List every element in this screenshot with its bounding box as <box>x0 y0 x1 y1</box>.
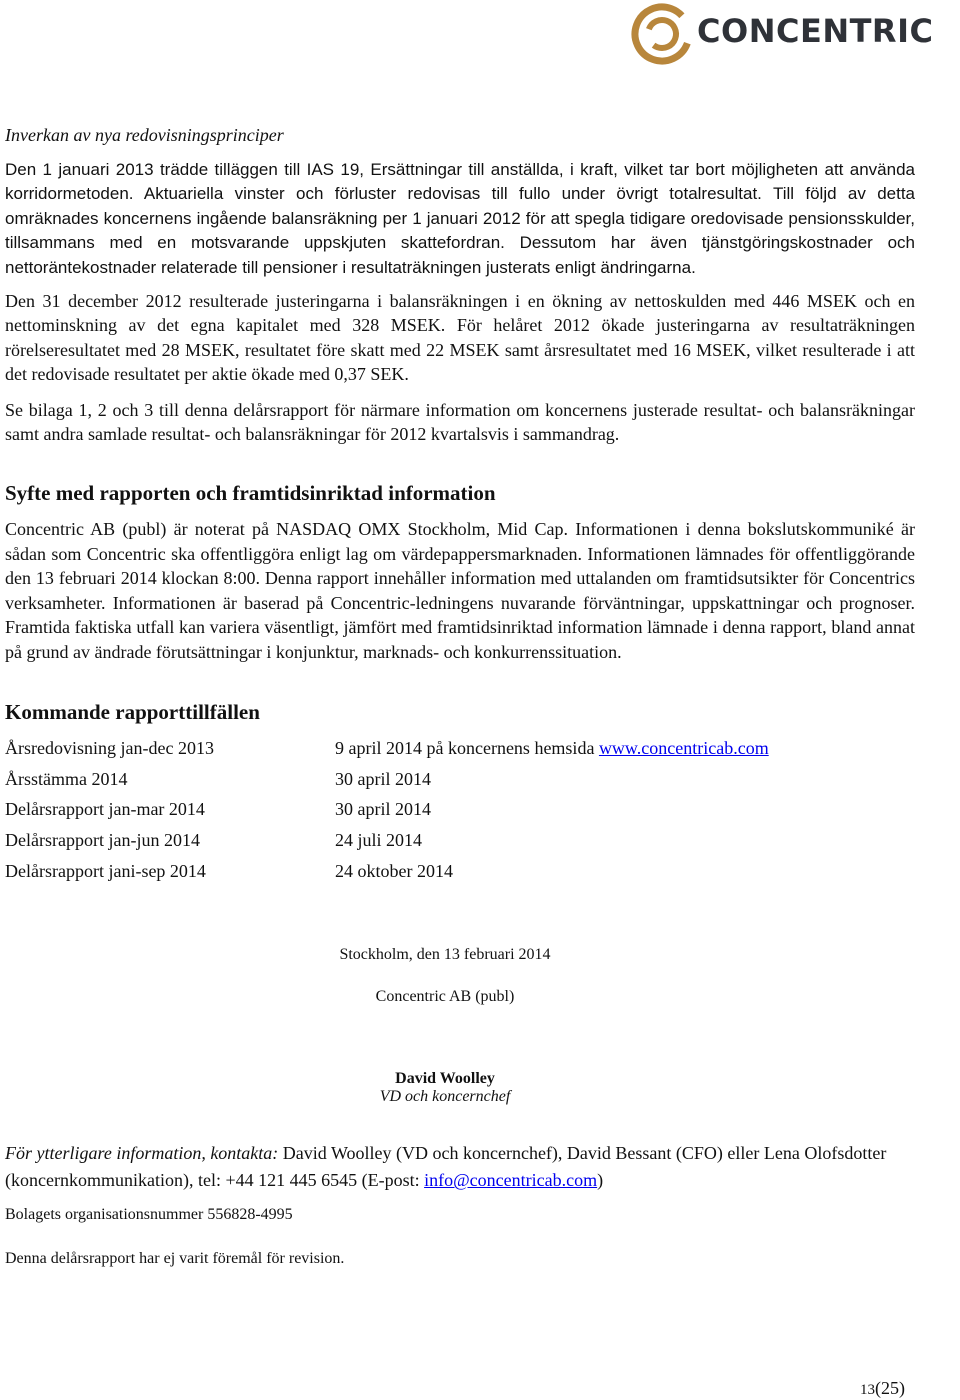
logo-wordmark: CONCENTRIC <box>697 12 934 50</box>
report-schedule <box>5 736 915 889</box>
schedule-date: 24 oktober 2014 <box>335 860 453 881</box>
schedule-row <box>5 767 915 798</box>
page-content <box>5 123 915 1268</box>
contact-info <box>5 1140 915 1194</box>
paragraph-appendix: Se bilaga 1, 2 och 3 till denna delårsrapport för närmare information om koncernens justerade resultat- och balansräkningar samt andra samlade resultat- och balansräkningar för 2012 kvartalsvis i sammandrag. <box>5 399 915 445</box>
organisation-number: Bolagets organisationsnummer 556828-4995 <box>5 1206 293 1224</box>
page-number <box>860 1378 905 1399</box>
schedule-row <box>5 736 915 767</box>
signature-place-date: Stockholm, den 13 februari 2014 <box>339 946 551 964</box>
schedule-event: Delårsrapport jan-mar 2014 <box>5 799 205 820</box>
schedule-event: Årsstämma 2014 <box>5 768 128 789</box>
section-heading-accounting: Inverkan av nya redovisningsprinciper <box>5 125 284 145</box>
section-heading-schedule: Kommande rapporttillfällen <box>5 699 260 724</box>
paragraph-purpose: Concentric AB (publ) är noterat på NASDAQ OMX Stockholm, Mid Cap. Informationen i denna bokslutskommuniké är sådan som Concentric ska offentliggöra enligt lag om värdepappersmarknaden. Informationen lämnades för offentliggörande den 13 februari 2014 klockan 8:00. Denna rapport innehåller information med uttalanden om framtidsutsikter för Concentrics verksamheter. Informationen är baserad på Concentric-ledningens nuvarande förväntningar, uppskattningar och prognoser. Framtida faktiska utfall kan variera väsentligt, jämfört med framtidsinriktad information lämnade i denna rapport, bland annat på grund av ändrade förutsättningar i konjunktur, marknads- och konkurrenssituation. <box>5 519 915 662</box>
schedule-event: Delårsrapport jan-jun 2014 <box>5 829 200 850</box>
schedule-date: 24 juli 2014 <box>335 829 423 850</box>
schedule-event: Årsredovisning jan-dec 2013 <box>5 737 214 758</box>
signature-title: VD och koncernchef <box>379 1088 511 1106</box>
schedule-row <box>5 828 915 859</box>
page-current: 13 <box>860 1382 875 1398</box>
schedule-row <box>5 859 915 890</box>
schedule-date: 30 april 2014 <box>335 768 431 789</box>
audit-note: Denna delårsrapport har ej varit föremål för revision. <box>5 1250 345 1268</box>
contact-text: David Woolley (VD och koncernchef), David Bessant (CFO) eller Lena Olofsdotter (koncernkommunikation), tel: +44 121 445 6545 (E-post: <box>5 1143 887 1191</box>
schedule-row <box>5 797 915 828</box>
schedule-event: Delårsrapport jani-sep 2014 <box>5 860 206 881</box>
paragraph-adjustments: Den 31 december 2012 resulterade justeringarna i balansräkningen i en ökning av nettoskulden med 446 MSEK och en nettominskning av det egna kapitalet med 328 MSEK. För helåret 2012 ökade justeringarna av resultaträkningen rörelseresultatet med 28 MSEK, resultatet före skatt med 22 MSEK samt årsresultatet med 16 MSEK, vilket resulterade i att det redovisade resultatet per aktie ökade med 0,37 SEK. <box>5 291 915 385</box>
contact-text-end: ) <box>597 1170 604 1191</box>
signature-company: Concentric AB (publ) <box>375 988 515 1006</box>
signature-name: David Woolley <box>395 1070 495 1088</box>
concentric-logo-mark <box>630 2 694 66</box>
concentric-logo <box>630 2 956 66</box>
paragraph-ias19: Den 1 januari 2013 trädde tilläggen till IAS 19, Ersättningar till anställda, i kraft, vilket tar bort möjligheten att använda korridormetoden. Aktuariella vinster och förluster redovisas till fullo under övrigt totalresultat. Till följd av detta omräknades koncernens ingående balansräkning per 1 januari 2012 för att spegla tidigare oredovisade pensionsskulder, tillsammans med en motsvarande uppskjuten skattefordran. Dessutom har även tjänstgöringskostnader och nettoräntekostnader relaterade till pensioner i resultaträkningen justerats enligt ändringarna. <box>5 160 915 277</box>
schedule-date: 9 april 2014 på koncernens hemsida www.concentricab.com <box>335 737 769 758</box>
schedule-date: 30 april 2014 <box>335 799 431 820</box>
contact-lead: För ytterligare information, kontakta: <box>5 1143 279 1164</box>
website-link[interactable]: www.concentricab.com <box>598 737 769 758</box>
section-heading-purpose: Syfte med rapporten och framtidsinriktad information <box>5 481 496 506</box>
email-link[interactable]: info@concentricab.com <box>424 1170 598 1191</box>
page-total: (25) <box>875 1378 905 1398</box>
